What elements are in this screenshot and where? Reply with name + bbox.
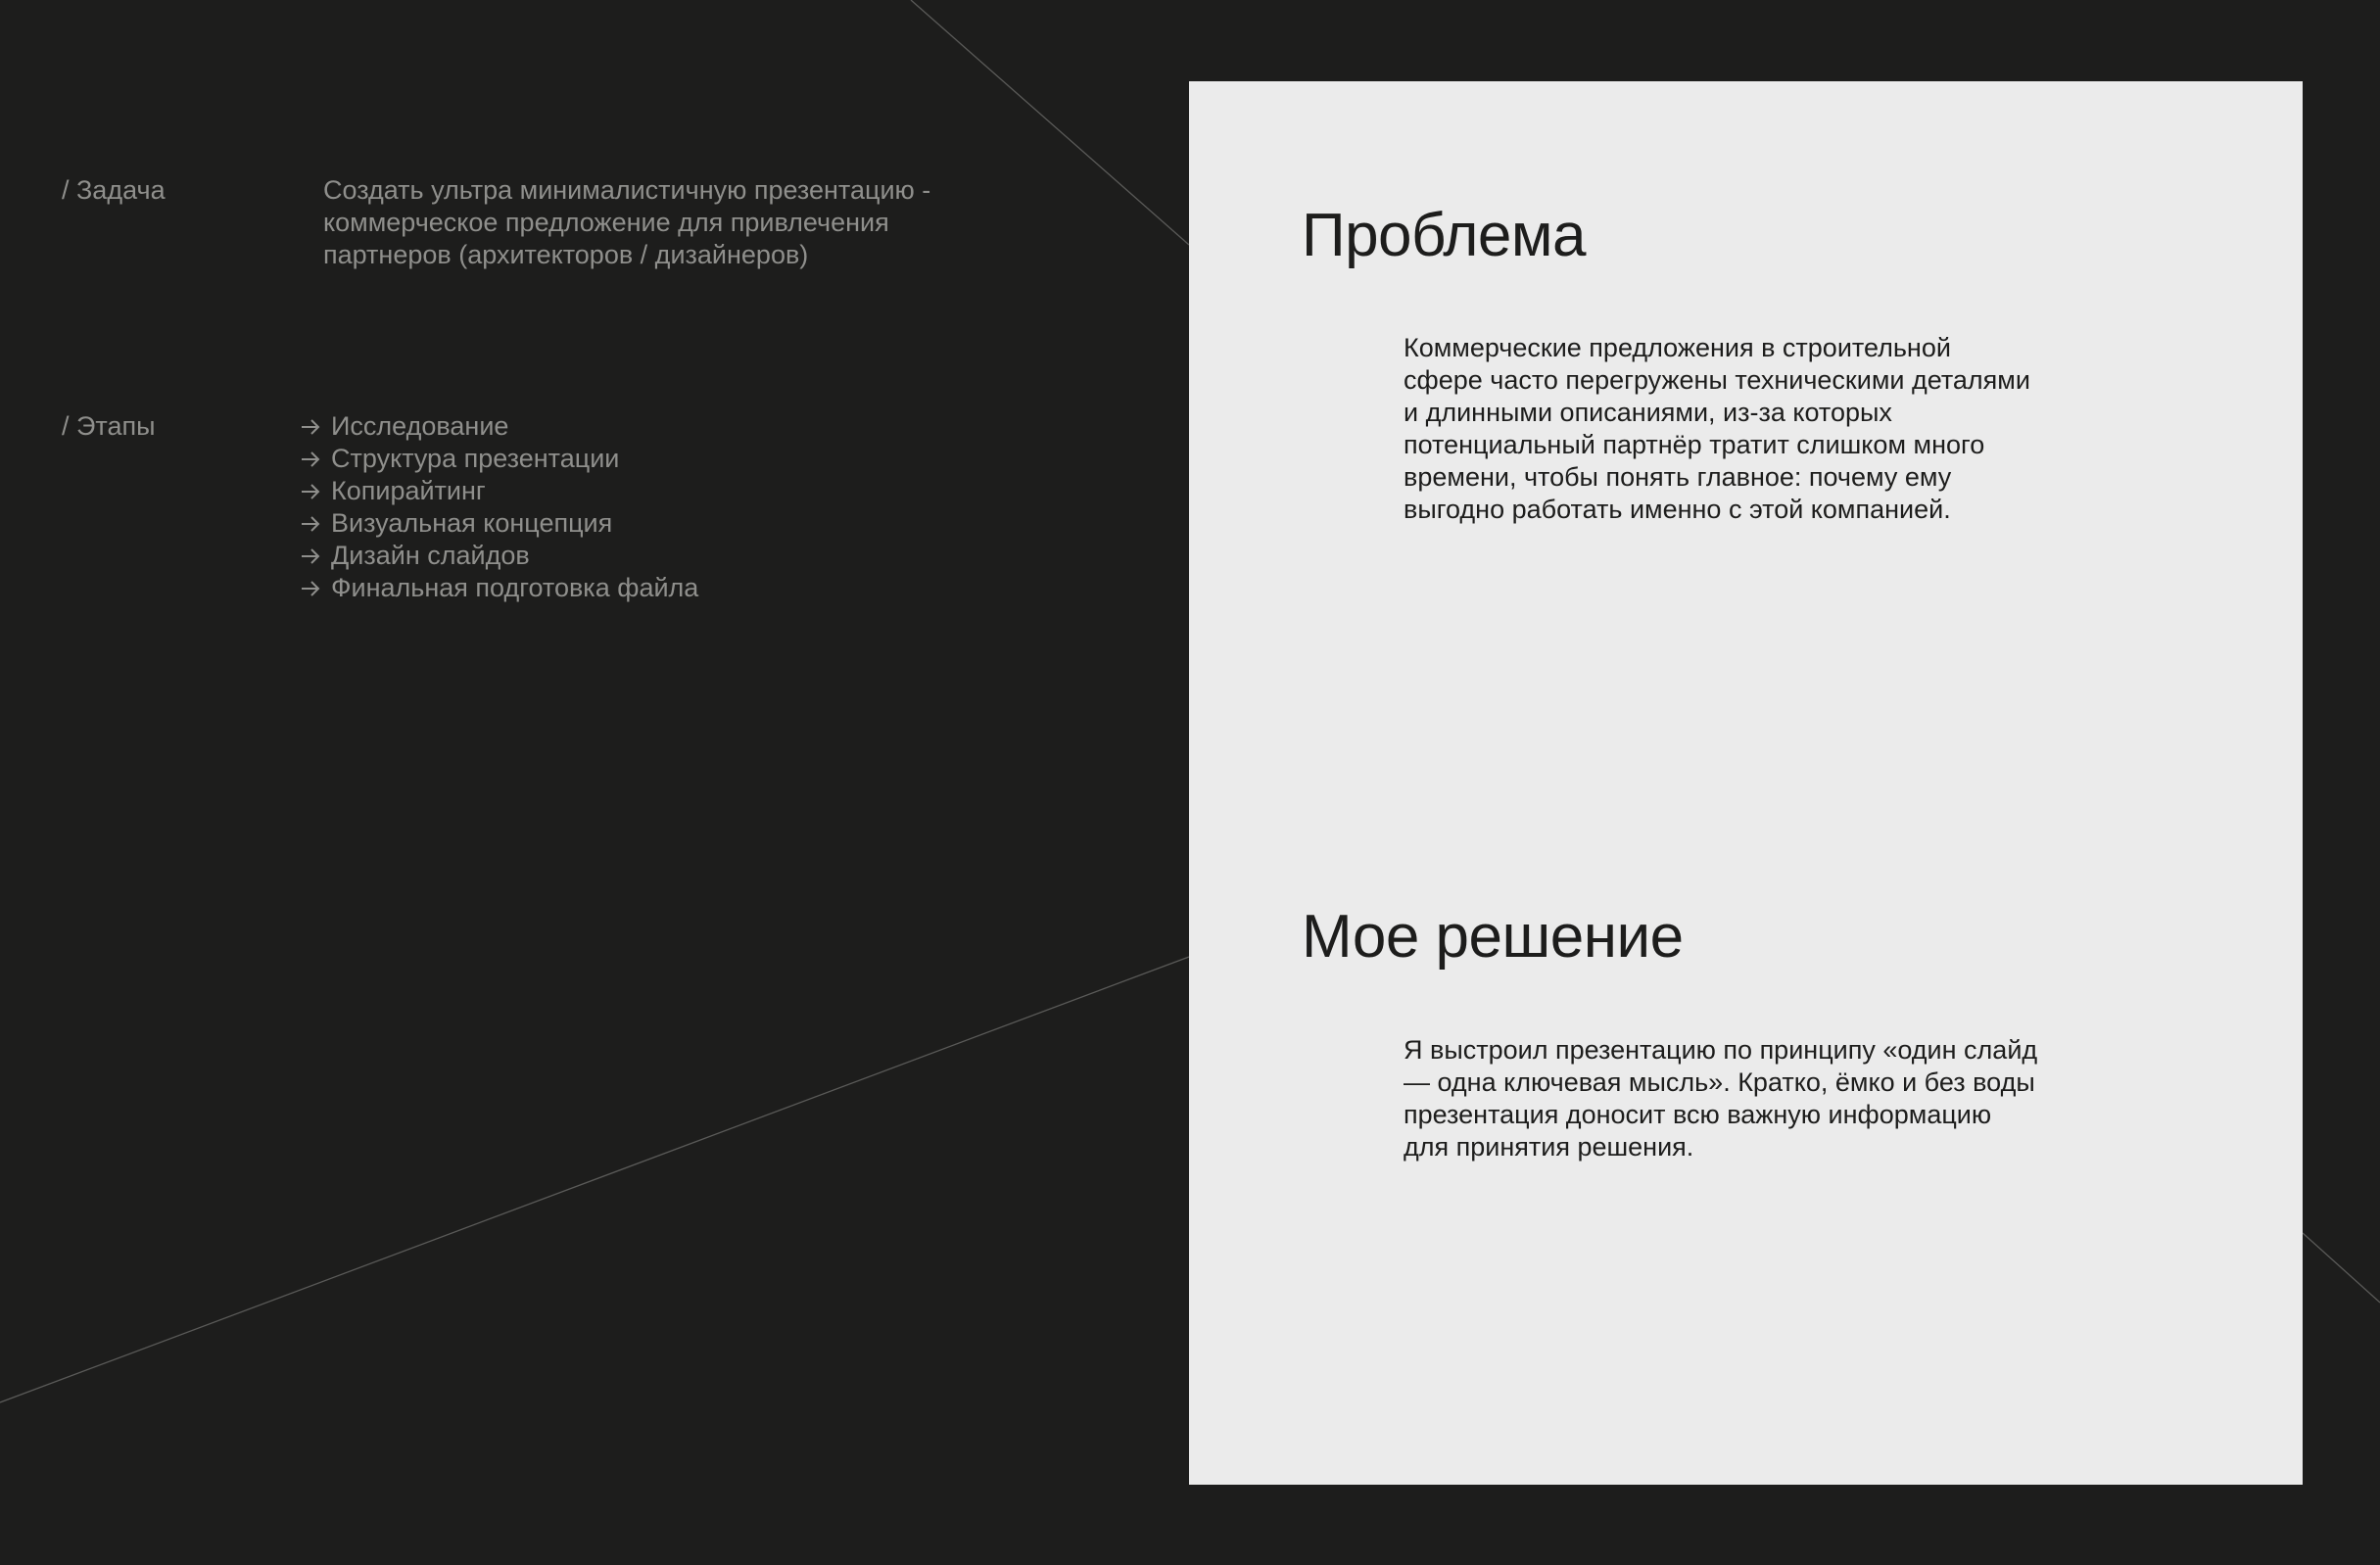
arrow-right-icon [300, 483, 323, 500]
arrow-right-icon [300, 451, 323, 468]
task-description [323, 174, 1009, 271]
stage-item [300, 572, 698, 604]
stage-item-label: Копирайтинг [331, 476, 486, 505]
problem-text-line: сфере часто перегружены техническими деталями [1404, 365, 2030, 395]
stage-item [300, 475, 698, 507]
stages-label: / Этапы [62, 411, 156, 441]
decor-line-right [2303, 1233, 2380, 1303]
arrow-right-icon [300, 418, 323, 436]
problem-heading: Проблема [1302, 202, 1587, 269]
task-description-line: Создать ультра минималистичную презентацию - [323, 175, 931, 205]
stage-item [300, 410, 698, 443]
solution-heading: Мое решение [1302, 903, 1684, 971]
solution-text-line: презентация доносит всю важную информацию [1404, 1100, 1992, 1129]
problem-text [1404, 332, 2109, 526]
problem-text-line: потенциальный партнёр тратит слишком много [1404, 430, 1985, 459]
stage-item-label: Исследование [331, 411, 509, 441]
task-label: / Задача [62, 175, 166, 205]
problem-text-line: времени, чтобы понять главное: почему ему [1404, 462, 1952, 492]
problem-text-line: и длинными описаниями, из-за которых [1404, 398, 1892, 427]
stage-item-label: Структура презентации [331, 444, 620, 473]
stages-list [300, 410, 698, 604]
arrow-right-icon [300, 547, 323, 565]
stage-item [300, 443, 698, 475]
problem-text-line: Коммерческие предложения в строительной [1404, 333, 1951, 362]
arrow-right-icon [300, 515, 323, 533]
arrow-right-icon [300, 580, 323, 597]
stage-item-label: Дизайн слайдов [331, 541, 530, 570]
presentation-slide [1189, 81, 2303, 1485]
problem-text-line: выгодно работать именно с этой компанией. [1404, 495, 1951, 524]
solution-text-line: Я выстроил презентацию по принципу «один слайд [1404, 1035, 2038, 1065]
stage-item [300, 507, 698, 540]
solution-text-line: для принятия решения. [1404, 1132, 1694, 1162]
stage-item-label: Визуальная концепция [331, 508, 613, 538]
task-description-line: партнеров (архитекторов / дизайнеров) [323, 240, 809, 269]
stage-item-label: Финальная подготовка файла [331, 573, 699, 602]
decor-line-bottom [0, 957, 1189, 1402]
stage-item [300, 540, 698, 572]
solution-text-line: — одна ключевая мысль». Кратко, ёмко и без воды [1404, 1067, 2035, 1097]
solution-text [1404, 1034, 2109, 1163]
task-description-line: коммерческое предложение для привлечения [323, 208, 889, 237]
